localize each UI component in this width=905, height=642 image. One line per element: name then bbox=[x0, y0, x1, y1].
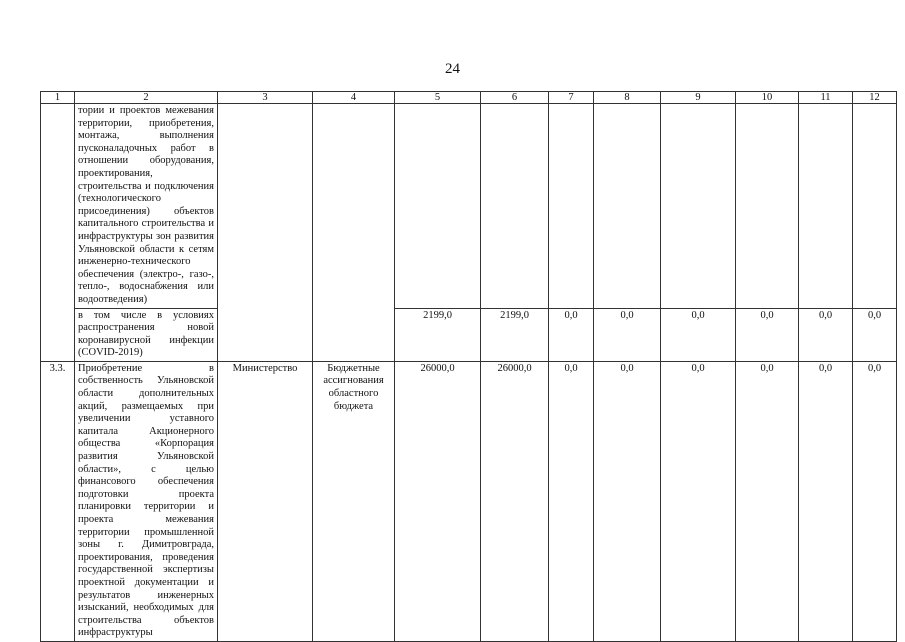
value-cell bbox=[481, 104, 549, 309]
executor-cell bbox=[218, 104, 313, 362]
header-cell: 1 bbox=[41, 92, 75, 104]
description-cell: в том числе в условиях распространения новой коронавирусной инфекции (COVID-2019) bbox=[75, 308, 218, 361]
value-cell bbox=[594, 104, 661, 309]
value-cell: 0,0 bbox=[799, 361, 853, 641]
header-cell: 7 bbox=[549, 92, 594, 104]
table-row bbox=[41, 104, 897, 309]
page-number: 24 bbox=[445, 61, 460, 77]
value-cell bbox=[736, 104, 799, 309]
value-cell: 2199,0 bbox=[481, 308, 549, 361]
header-cell: 2 bbox=[75, 92, 218, 104]
value-cell: 0,0 bbox=[853, 308, 897, 361]
executor-cell: Министерство bbox=[218, 361, 313, 641]
header-cell: 8 bbox=[594, 92, 661, 104]
header-cell: 12 bbox=[853, 92, 897, 104]
table-row bbox=[41, 308, 897, 361]
row-number-cell bbox=[41, 104, 75, 362]
value-cell: 0,0 bbox=[594, 308, 661, 361]
value-cell bbox=[549, 104, 594, 309]
header-cell: 10 bbox=[736, 92, 799, 104]
header-cell: 6 bbox=[481, 92, 549, 104]
header-cell: 9 bbox=[661, 92, 736, 104]
value-cell bbox=[853, 104, 897, 309]
value-cell: 0,0 bbox=[799, 308, 853, 361]
value-cell: 2199,0 bbox=[395, 308, 481, 361]
value-cell: 0,0 bbox=[549, 308, 594, 361]
value-cell: 0,0 bbox=[549, 361, 594, 641]
header-cell: 5 bbox=[395, 92, 481, 104]
table-row bbox=[41, 361, 897, 641]
value-cell: 0,0 bbox=[594, 361, 661, 641]
value-cell bbox=[661, 104, 736, 309]
source-cell bbox=[313, 104, 395, 362]
description-cell: тории и проектов межевания территории, приобретения, монтажа, выполнения пусконаладочных работ в отношении оборудования, проектирования, строительства и подключения (технологического присоединения) объектов капитального строительства и инфраструктуры зон развития Ульяновской области к сетям инженерно-технического обеспечения (электро-, газо-, тепло-, водоснабжения или водоотведения) bbox=[75, 104, 218, 309]
value-cell: 0,0 bbox=[736, 308, 799, 361]
value-cell: 0,0 bbox=[736, 361, 799, 641]
header-cell: 4 bbox=[313, 92, 395, 104]
value-cell: 26000,0 bbox=[481, 361, 549, 641]
header-cell: 11 bbox=[799, 92, 853, 104]
value-cell: 0,0 bbox=[853, 361, 897, 641]
source-cell: Бюджетные ассигнования областного бюджета bbox=[313, 361, 395, 641]
value-cell bbox=[395, 104, 481, 309]
value-cell: 0,0 bbox=[661, 308, 736, 361]
header-row bbox=[41, 92, 897, 104]
value-cell: 26000,0 bbox=[395, 361, 481, 641]
header-cell: 3 bbox=[218, 92, 313, 104]
row-number-cell: 3.3. bbox=[41, 361, 75, 641]
value-cell: 0,0 bbox=[661, 361, 736, 641]
budget-table bbox=[40, 91, 897, 642]
value-cell bbox=[799, 104, 853, 309]
description-cell: Приобретение в собственность Ульяновской области дополнительных акций, размещаемых при увеличении уставного капитала Акционерного общества «Корпорация развития Ульяновской области», с целью финансового обеспечения подготовки проекта планировки территории и проекта межевания территории промышленной зоны г. Димитровграда, проектирования, проведения государственной экспертизы проектной документации и результатов инженерных изысканий, необходимых для строительства объектов инфраструктуры bbox=[75, 361, 218, 641]
